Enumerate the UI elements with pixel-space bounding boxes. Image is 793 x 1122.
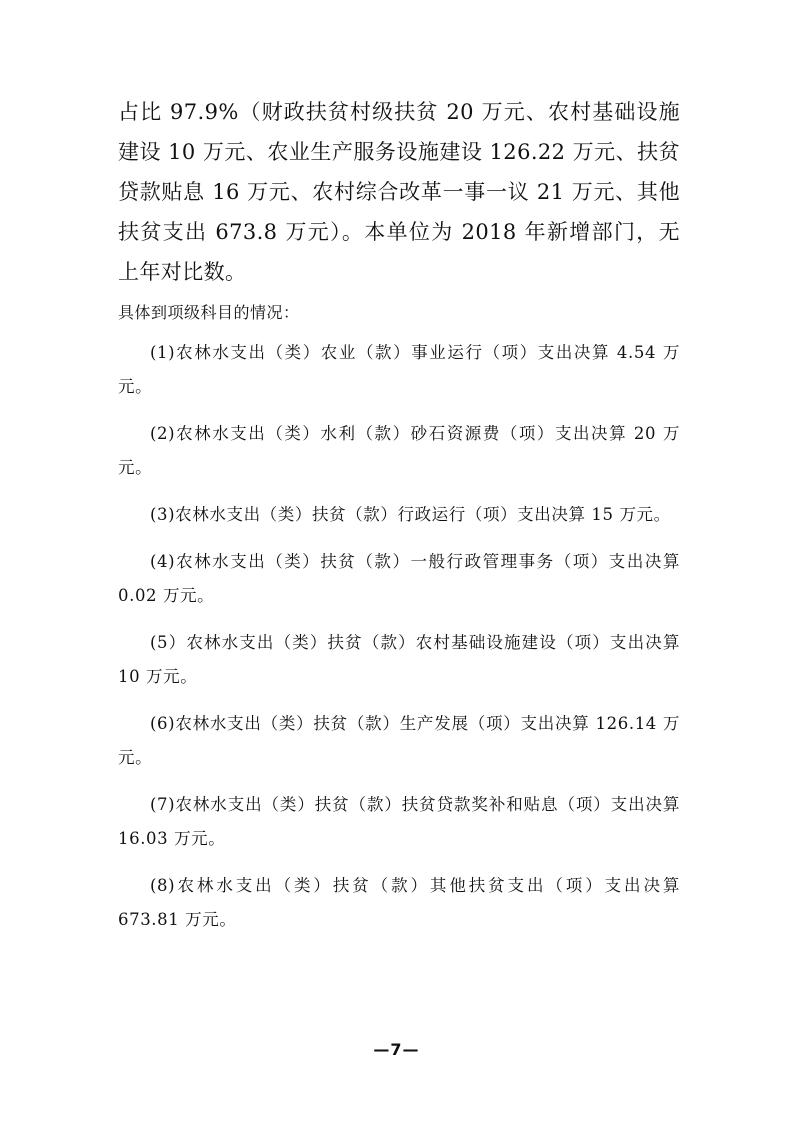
expenditure-item: (2)农林水支出（类）水利（款）砂石资源费（项）支出决算 20 万元。 [118, 424, 680, 477]
expenditure-item: (3)农林水支出（类）扶贫（款）行政运行（项）支出决算 15 万元。 [150, 505, 671, 524]
item-level-heading: 具体到项级科目的情况： [118, 303, 300, 322]
page-number: —7— [373, 1040, 420, 1059]
expenditure-item: (4)农林水支出（类）扶贫（款）一般行政管理事务（项）支出决算 0.02 万元。 [118, 552, 680, 605]
expenditure-item: (7)农林水支出（类）扶贫（款）扶贫贷款奖补和贴息（项）支出决算 16.03 万元。 [118, 795, 680, 848]
intro-paragraph: 占比 97.9%（财政扶贫村级扶贫 20 万元、农村基础设施建设 10 万元、农业生产服务设施建设 126.22 万元、扶贫贷款贴息 16 万元、农村综合改革一事一议 21 万元、其他扶贫支出 673.8 万元）。本单位为 2018 年新增部门，无上年对比数。 [118, 100, 680, 284]
document-body [118, 92, 680, 950]
expenditure-item: (1)农林水支出（类）农业（款）事业运行（项）支出决算 4.54 万元。 [118, 343, 680, 396]
expenditure-item-list [118, 336, 680, 937]
expenditure-item: (8)农林水支出（类）扶贫（款）其他扶贫支出（项）支出决算 673.81 万元。 [118, 876, 680, 929]
expenditure-item: (5）农林水支出（类）扶贫（款）农村基础设施建设（项）支出决算 10 万元。 [118, 633, 680, 686]
expenditure-item: (6)农林水支出（类）扶贫（款）生产发展（项）支出决算 126.14 万元。 [118, 714, 680, 767]
